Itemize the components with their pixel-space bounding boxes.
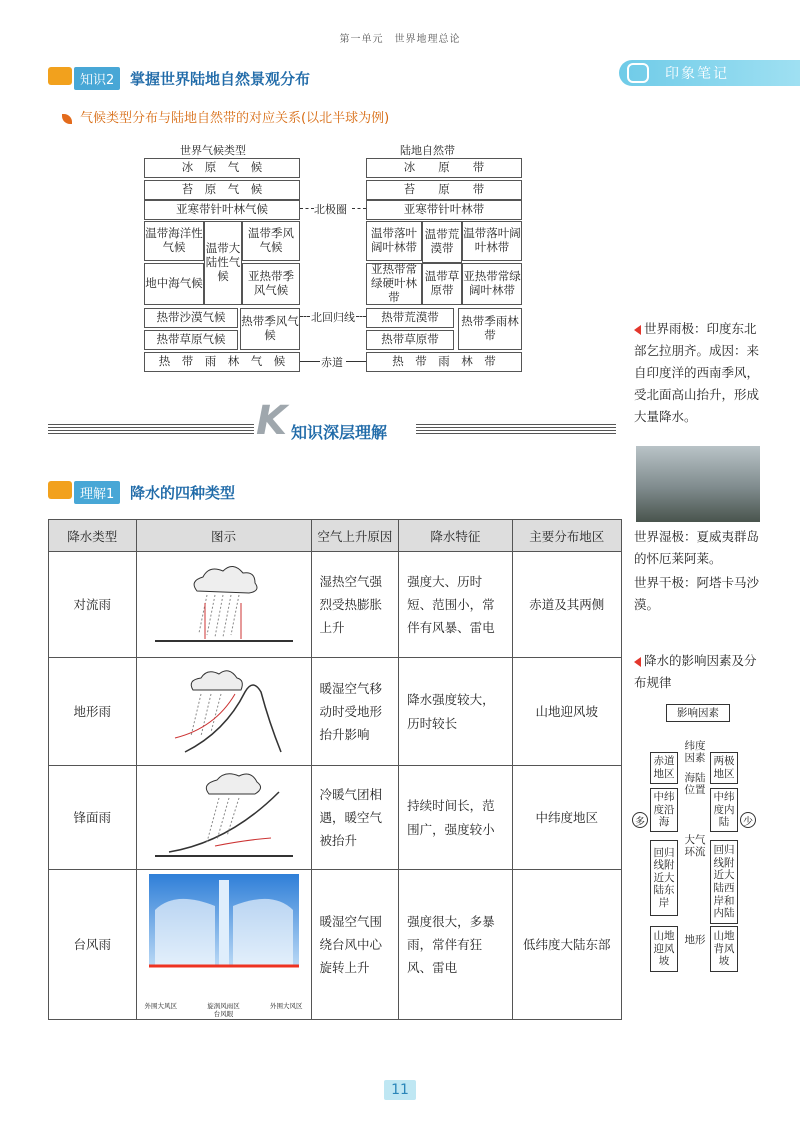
zone-subtropical-evergreen: 亚热带常绿阔叶林带 <box>462 263 522 305</box>
climate-marine: 温带海洋性气候 <box>144 221 204 261</box>
cause-cell: 暖湿空气移动时受地形抬升影响 <box>311 658 399 766</box>
leeward-slope: 山地背风坡 <box>710 926 738 972</box>
feature-cell: 强度大、历时短、范围小，常伴有风暴、雷电 <box>399 552 512 658</box>
equator-label: 赤道 <box>321 356 343 369</box>
zone-temperate-desert: 温带荒漠带 <box>422 221 462 263</box>
more-node: 多 <box>632 812 648 828</box>
typhoon-outer-left-label: 外围大风区 <box>144 1002 178 1011</box>
typhoon-outer-right-label: 外围大风区 <box>270 1002 303 1011</box>
feature-cell: 强度很大，多暴雨，常伴有狂风、雷电 <box>399 870 512 1020</box>
table-row <box>49 766 622 870</box>
region-cell: 赤道及其两侧 <box>512 552 621 658</box>
mid-lat-coast: 中纬度沿海 <box>650 788 678 832</box>
precipitation-table <box>48 519 622 1020</box>
section-title: 掌握世界陆地自然景观分布 <box>130 70 311 88</box>
climate-ice: 冰 原 气 候 <box>144 158 300 178</box>
zone-taiga: 亚寒带针叶林带 <box>366 200 522 220</box>
climate-tropical-desert: 热带沙漠气候 <box>144 308 238 328</box>
arctic-line-right <box>352 208 366 209</box>
table-row <box>49 552 622 658</box>
zone-tropical-desert: 热带荒漠带 <box>366 308 454 328</box>
dry-record-note: 世界干极：阿塔卡马沙漠。 <box>634 575 760 612</box>
cause-cell: 冷暖气团相遇，暖空气被抬升 <box>311 766 399 870</box>
factor-terrain: 地形 <box>684 934 706 946</box>
deep-understanding-title: 知识深层理解 <box>291 423 388 442</box>
climate-mediterranean: 地中海气候 <box>144 263 204 305</box>
climate-taiga: 亚寒带针叶林气候 <box>144 200 300 220</box>
equator-line-right <box>346 361 366 362</box>
tropic-label: 北回归线 <box>311 311 355 324</box>
book-icon <box>48 481 72 499</box>
notebook-icon <box>627 63 649 83</box>
zone-temperate-grassland: 温带草原带 <box>422 263 462 305</box>
factor-root: 影响因素 <box>666 704 730 722</box>
table-header: 空气上升原因 <box>311 520 399 552</box>
tropic-line-right <box>356 316 366 317</box>
banner-rule-left <box>48 424 254 434</box>
region-cell: 山地迎风坡 <box>512 658 621 766</box>
mountain-photo <box>636 446 760 522</box>
region-cell: 中纬度地区 <box>512 766 621 870</box>
frontal-diagram <box>136 766 311 870</box>
climate-temperate-monsoon: 温带季风气候 <box>242 221 300 261</box>
book-icon <box>48 67 72 85</box>
tropic-line-left <box>300 316 310 317</box>
region-cell: 低纬度大陆东部 <box>512 870 621 1020</box>
running-header: 第一单元 世界地理总论 <box>339 34 461 45</box>
zone-column-title: 陆地自然带 <box>400 144 455 157</box>
less-node: 少 <box>740 812 756 828</box>
climate-tropical-monsoon: 热带季风气候 <box>240 308 300 350</box>
zone-tropical-monsoon-forest: 热带季雨林带 <box>458 308 522 350</box>
climate-savanna: 热带草原气候 <box>144 330 238 350</box>
triangle-icon <box>634 657 641 667</box>
page-number: 11 <box>384 1080 416 1100</box>
feature-cell: 持续时间长，范围广，强度较小 <box>399 766 512 870</box>
convection-diagram <box>136 552 311 658</box>
type-cell: 地形雨 <box>49 658 137 766</box>
cause-cell: 暖湿空气围绕台风中心旋转上升 <box>311 870 399 1020</box>
climate-continental: 温带大陆性气候 <box>204 221 242 305</box>
factor-land-sea: 海陆位置 <box>684 772 706 797</box>
factors-title: 降水的影响因素及分布规律 <box>634 653 757 690</box>
windward-slope: 山地迎风坡 <box>650 926 678 972</box>
arctic-line-left <box>300 208 314 209</box>
table-header: 主要分布地区 <box>512 520 621 552</box>
factor-circulation: 大气环流 <box>684 834 706 859</box>
zone-tropical-grassland: 热带草原带 <box>366 330 454 350</box>
mid-lat-inland: 中纬度内陆 <box>710 788 738 832</box>
type-cell: 对流雨 <box>49 552 137 658</box>
table-row <box>49 658 622 766</box>
zone-temperate-deciduous-west: 温带落叶阔叶林带 <box>366 221 422 261</box>
type-cell: 台风雨 <box>49 870 137 1020</box>
table-row <box>49 870 622 1020</box>
orographic-diagram <box>136 658 311 766</box>
section-title: 降水的四种类型 <box>130 484 236 502</box>
table-header: 图示 <box>136 520 311 552</box>
typhoon-wall-label: 旋涡风雨区 <box>207 1002 240 1011</box>
table-header-row <box>49 520 622 552</box>
factor-latitude: 纬度因素 <box>684 740 706 765</box>
typhoon-diagram <box>136 870 311 1020</box>
polar-region: 两极地区 <box>710 752 738 784</box>
wet-record-note: 世界湿极：夏威夷群岛的怀厄莱阿莱。 <box>634 529 760 566</box>
zone-temperate-deciduous-east: 温带落叶阔叶林带 <box>462 221 522 261</box>
tropic-west-coast: 回归线附近大陆西岸和内陆 <box>710 840 738 924</box>
k-logo-icon: K <box>256 398 287 444</box>
wettest-note: 世界雨极：印度东北部乞拉朋齐。成因：来自印度洋的西南季风，受北面高山抬升，形成大量降水。 <box>634 321 760 424</box>
zone-ice: 冰 原 带 <box>366 158 522 178</box>
table-header: 降水类型 <box>49 520 137 552</box>
section-label: 理解1 <box>74 481 120 504</box>
zone-subtropical-hardleaf: 亚热带常绿硬叶林带 <box>366 263 422 305</box>
zone-tundra: 苔 原 带 <box>366 180 522 200</box>
type-cell: 锋面雨 <box>49 766 137 870</box>
banner-rule-right <box>416 424 616 434</box>
climate-tundra: 苔 原 气 候 <box>144 180 300 200</box>
table-header: 降水特征 <box>399 520 512 552</box>
sidebar-tag: 印象笔记 <box>619 60 800 86</box>
cause-cell: 湿热空气强烈受热膨胀上升 <box>311 552 399 658</box>
subsection-title: 气候类型分布与陆地自然带的对应关系(以北半球为例) <box>62 107 389 126</box>
typhoon-eye-label: 台风眼 <box>213 1010 234 1019</box>
equator-line-left <box>300 361 320 362</box>
climate-rainforest: 热 带 雨 林 气 候 <box>144 352 300 372</box>
equator-region: 赤道地区 <box>650 752 678 784</box>
tropic-east-coast: 回归线附近大陆东岸 <box>650 840 678 916</box>
climate-subtropical-monsoon: 亚热带季风气候 <box>242 263 300 305</box>
section-label: 知识2 <box>74 67 120 90</box>
leaf-icon <box>62 114 72 124</box>
feature-cell: 降水强度较大，历时较长 <box>399 658 512 766</box>
zone-rainforest: 热 带 雨 林 带 <box>366 352 522 372</box>
arctic-circle-label: 北极圈 <box>314 203 347 216</box>
climate-column-title: 世界气候类型 <box>180 144 246 157</box>
triangle-icon <box>634 325 641 335</box>
